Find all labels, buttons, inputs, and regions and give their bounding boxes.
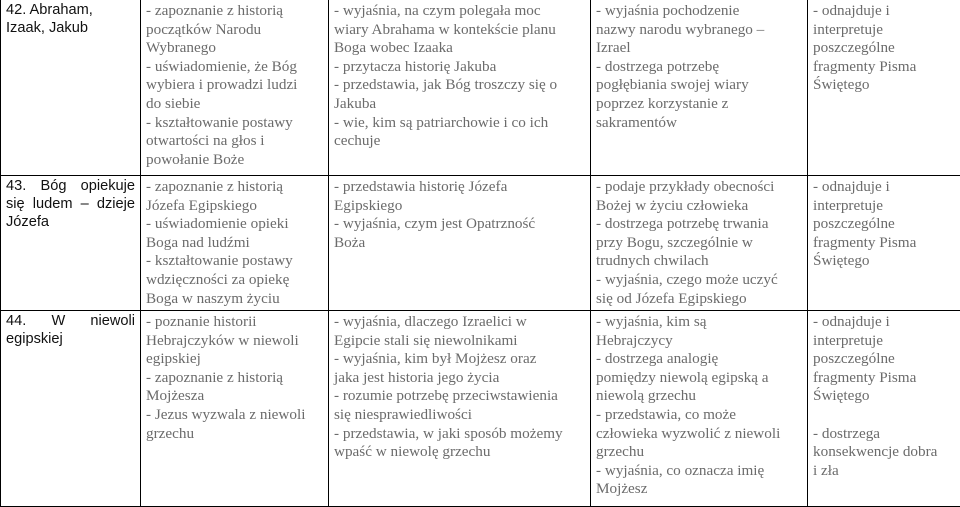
content-line: - kształtowanie postawy — [146, 113, 293, 131]
scripture-line: - odnajduje i — [813, 2, 890, 19]
content-line: - Jezus wyzwala z niewoli — [146, 405, 306, 423]
content-line: otwartości na głos i — [146, 132, 265, 150]
extended-requirement-line: - dostrzega potrzebę — [596, 57, 720, 75]
content-line: - uświadomienie opieki — [146, 215, 289, 233]
content-line: Boga nad ludźmi — [146, 233, 250, 251]
basic-requirement-line: - przedstawia historię Józefa — [334, 178, 508, 195]
extended-requirement-line: - wyjaśnia, czego może uczyć — [596, 270, 778, 288]
scripture-cell — [808, 176, 960, 311]
extended-requirement-line: nazwy narodu wybranego – — [596, 20, 765, 38]
extended-requirement-line: sakramentów — [596, 113, 677, 131]
content-line: - zapoznanie z historią — [146, 368, 284, 386]
scripture-line: poszczególne — [813, 350, 895, 368]
basic-requirement-line: wpaść w niewolę grzechu — [334, 443, 491, 461]
content-line: Hebrajczyków w niewoli — [146, 331, 299, 349]
extended-requirement-line: Izrael — [596, 39, 631, 57]
extended-requirement-line: - przedstawia, co może — [596, 405, 736, 423]
content-line: Józefa Egipskiego — [146, 196, 257, 214]
content-line: Mojżesza — [146, 387, 205, 405]
basic-requirements-cell — [329, 176, 591, 311]
extended-requirement-line: niewolą grzechu — [596, 387, 696, 405]
basic-requirement-line: jaka jest historia jego życia — [334, 368, 500, 386]
topic-cell — [1, 176, 141, 311]
content-line: - uświadomienie, że Bóg — [146, 57, 297, 75]
scripture-line: konsekwencje dobra — [813, 443, 938, 461]
topic-line: się ludem – dzieje — [6, 195, 135, 212]
scripture-line: interpretuje — [813, 20, 883, 38]
basic-requirement-line: - wyjaśnia, dlaczego Izraelici w — [334, 313, 527, 330]
scripture-line: interpretuje — [813, 331, 883, 349]
scripture-line: i zła — [813, 461, 839, 479]
content-line: Wybranego — [146, 39, 216, 57]
basic-requirements-cell — [329, 311, 591, 507]
scripture-line: fragmenty Pisma — [813, 57, 917, 75]
extended-requirement-line: - wyjaśnia pochodzenie — [596, 2, 740, 19]
scripture-cell — [808, 0, 960, 176]
scripture-line: Świętego — [813, 76, 870, 94]
topic-line: Józefa — [6, 213, 49, 230]
content-line: wybiera i prowadzi ludzi — [146, 76, 298, 94]
topic-cell — [1, 0, 141, 176]
content-line: - zapoznanie z historią — [146, 178, 284, 195]
scripture-line: poszczególne — [813, 39, 895, 57]
basic-requirement-line: - przedstawia, w jaki sposób możemy — [334, 424, 563, 442]
topic-line: Izaak, Jakub — [6, 19, 88, 36]
table-row — [1, 176, 960, 311]
extended-requirement-line: pogłębiania swojej wiary — [596, 76, 749, 94]
basic-requirement-line: wiary Abrahama w kontekście planu — [334, 20, 556, 38]
table-row — [1, 0, 960, 176]
extended-requirement-line: przy Bogu, szczególnie w — [596, 233, 753, 251]
extended-requirements-cell — [591, 0, 808, 176]
basic-requirement-line: się niesprawiedliwości — [334, 405, 472, 423]
scripture-line: - dostrzega — [813, 424, 881, 442]
topic-line: egipskiej — [6, 330, 63, 347]
extended-requirement-line: się od Józefa Egipskiego — [596, 289, 747, 307]
topic-cell — [1, 311, 141, 507]
scripture-line: Świętego — [813, 252, 870, 270]
basic-requirement-line: Egipcie stali się niewolnikami — [334, 331, 518, 349]
basic-requirement-line: - rozumie potrzebę przeciwstawienia — [334, 387, 558, 405]
topic-line: 42. Abraham, — [6, 2, 93, 18]
extended-requirement-line: Hebrajczycy — [596, 331, 673, 349]
content-line: początków Narodu — [146, 20, 262, 38]
extended-requirement-line: - wyjaśnia, co oznacza imię — [596, 461, 765, 479]
content-line: wdzięczności za opiekę — [146, 270, 290, 288]
content-line: - kształtowanie postawy — [146, 252, 293, 270]
content-line: powołanie Boże — [146, 150, 245, 168]
content-line: - zapoznanie z historią — [146, 2, 284, 19]
extended-requirement-line: Bożej w życiu człowieka — [596, 196, 749, 214]
extended-requirement-line: człowieka wyzwolić z niewoli — [596, 424, 781, 442]
scripture-line: - odnajduje i — [813, 178, 890, 195]
extended-requirement-line: - podaje przykłady obecności — [596, 178, 775, 195]
table-row — [1, 311, 960, 507]
content-line: - poznanie historii — [146, 313, 257, 330]
scripture-line: fragmenty Pisma — [813, 368, 917, 386]
extended-requirements-cell — [591, 176, 808, 311]
basic-requirement-line: Jakuba — [334, 94, 377, 112]
basic-requirement-line: cechuje — [334, 132, 381, 150]
basic-requirement-line: Egipskiego — [334, 196, 403, 214]
basic-requirement-line: - przytacza historię Jakuba — [334, 57, 497, 75]
extended-requirement-line: Mojżesz — [596, 480, 648, 498]
content-cell — [141, 0, 329, 176]
extended-requirement-line: - dostrzega potrzebę trwania — [596, 215, 769, 233]
topic-line: 43. Bóg opiekuje — [6, 178, 135, 194]
extended-requirement-line: trudnych chwilach — [596, 252, 709, 270]
basic-requirement-line: Boga wobec Izaaka — [334, 39, 453, 57]
basic-requirement-line: - wie, kim są patriarchowie i co ich — [334, 113, 549, 131]
content-line: egipskiej — [146, 350, 201, 368]
extended-requirement-line: grzechu — [596, 443, 645, 461]
scripture-line: - odnajduje i — [813, 313, 890, 330]
basic-requirement-line: - wyjaśnia, czym jest Opatrzność — [334, 215, 536, 233]
scripture-cell — [808, 311, 960, 507]
content-cell — [141, 176, 329, 311]
extended-requirement-line: poprzez korzystanie z — [596, 94, 729, 112]
scripture-line: interpretuje — [813, 196, 883, 214]
scripture-line: fragmenty Pisma — [813, 233, 917, 251]
content-cell — [141, 311, 329, 507]
basic-requirement-line: Boża — [334, 233, 366, 251]
topic-line: 44. W niewoli — [6, 313, 135, 329]
extended-requirement-line: pomiędzy niewolą egipską a — [596, 368, 769, 386]
scripture-line — [813, 406, 955, 425]
basic-requirement-line: - wyjaśnia, kim był Mojżesz oraz — [334, 350, 537, 368]
basic-requirement-line: - przedstawia, jak Bóg troszczy się o — [334, 76, 558, 94]
extended-requirements-cell — [591, 311, 808, 507]
basic-requirements-cell — [329, 0, 591, 176]
extended-requirement-line: - dostrzega analogię — [596, 350, 719, 368]
content-line: grzechu — [146, 424, 195, 442]
basic-requirement-line: - wyjaśnia, na czym polegała moc — [334, 2, 541, 19]
content-line: do siebie — [146, 94, 201, 112]
content-line: Boga w naszym życiu — [146, 289, 280, 307]
scripture-line: poszczególne — [813, 215, 895, 233]
extended-requirement-line: - wyjaśnia, kim są — [596, 313, 707, 330]
scripture-line: Świętego — [813, 387, 870, 405]
